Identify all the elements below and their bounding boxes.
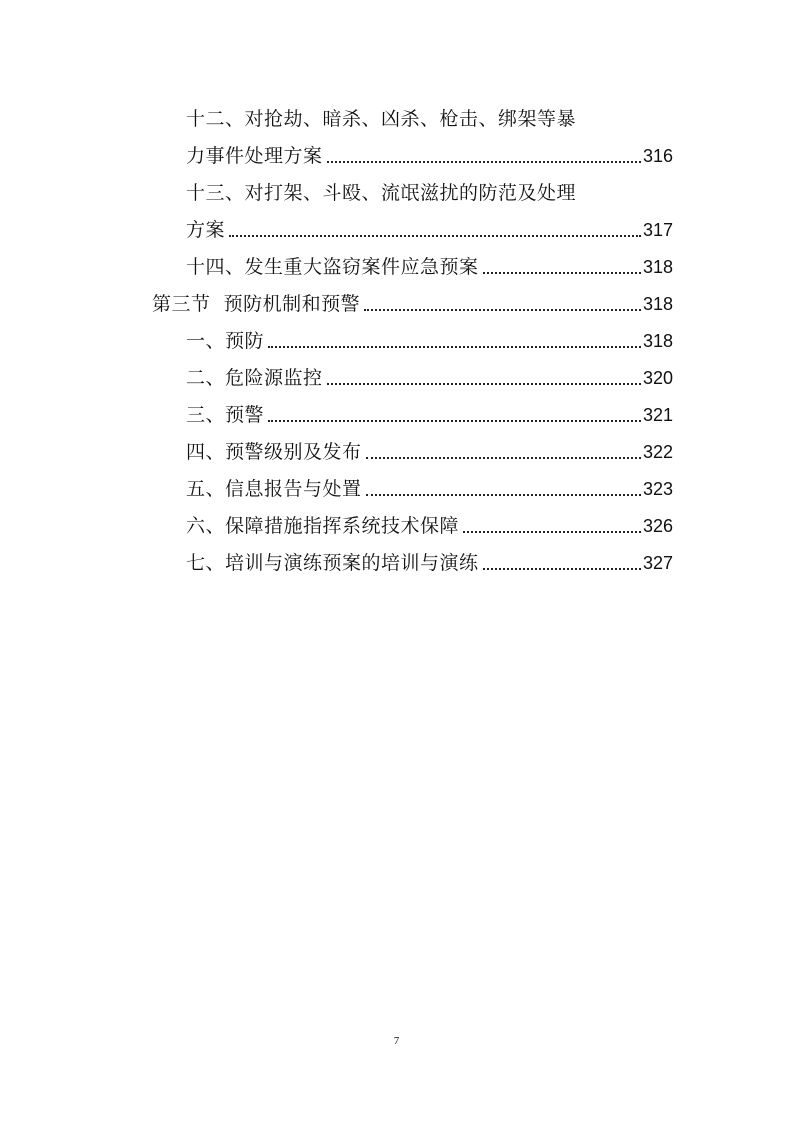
- dot-leader: [268, 420, 641, 422]
- dot-leader: [366, 457, 641, 459]
- toc-entry-title-line1: 十二、对抢劫、暗杀、凶杀、枪击、绑架等暴: [186, 108, 577, 130]
- toc-page-number: 317: [642, 220, 673, 240]
- toc-entry[interactable]: [186, 474, 673, 504]
- toc-page-number: 318: [642, 257, 673, 277]
- toc-page-number: 321: [642, 405, 673, 425]
- toc-entry[interactable]: [186, 215, 673, 245]
- toc-entry-title: 二、危险源监控: [186, 367, 323, 389]
- toc-entry-title: 七、培训与演练预案的培训与演练: [186, 552, 479, 574]
- toc-entry[interactable]: [186, 437, 673, 467]
- dot-leader: [483, 568, 641, 570]
- toc-entry[interactable]: [186, 363, 673, 393]
- toc-page-number: 323: [642, 479, 673, 499]
- dot-leader: [463, 531, 641, 533]
- toc-page-number: 327: [642, 553, 673, 573]
- toc-entry-title-line1: 十三、对打架、斗殴、流氓滋扰的防范及处理: [186, 182, 577, 204]
- toc-entry-title: 方案: [186, 219, 226, 241]
- toc-entry[interactable]: [186, 511, 673, 541]
- toc-entry-title: 五、信息报告与处置: [186, 478, 362, 500]
- toc-entry-title: 一、预防: [186, 330, 265, 352]
- dot-leader: [327, 383, 641, 385]
- dot-leader: [229, 235, 641, 237]
- dot-leader: [268, 346, 641, 348]
- toc-page-number: 326: [642, 516, 673, 536]
- dot-leader: [366, 494, 641, 496]
- toc-entry[interactable]: [186, 548, 673, 578]
- toc-wrapped-line: [186, 104, 576, 134]
- toc-entry-title: 四、预警级别及发布: [186, 441, 362, 463]
- toc-section-title: 第三节 预防机制和预警: [152, 293, 361, 315]
- toc-entry-title: 十四、发生重大盗窃案件应急预案: [186, 256, 479, 278]
- toc-entry[interactable]: [186, 141, 673, 171]
- toc-entry[interactable]: [186, 252, 673, 282]
- dot-leader: [483, 272, 641, 274]
- footer-page-number: 7: [393, 1035, 400, 1047]
- toc-section-entry[interactable]: [152, 289, 673, 319]
- toc-entry-title: 六、保障措施指挥系统技术保障: [186, 515, 460, 537]
- toc-entry-title: 力事件处理方案: [186, 145, 323, 167]
- toc-page-number: 322: [642, 442, 673, 462]
- toc-entry-title: 三、预警: [186, 404, 265, 426]
- page-footer: [0, 1035, 793, 1047]
- dot-leader: [327, 161, 641, 163]
- toc-page-number: 316: [642, 146, 673, 166]
- toc-page-number: 320: [642, 368, 673, 388]
- toc-entry[interactable]: [186, 326, 673, 356]
- dot-leader: [364, 309, 641, 311]
- toc-entry[interactable]: [186, 400, 673, 430]
- toc-page-number: 318: [642, 294, 673, 314]
- toc-page-number: 318: [642, 331, 673, 351]
- toc-wrapped-line: [186, 178, 576, 208]
